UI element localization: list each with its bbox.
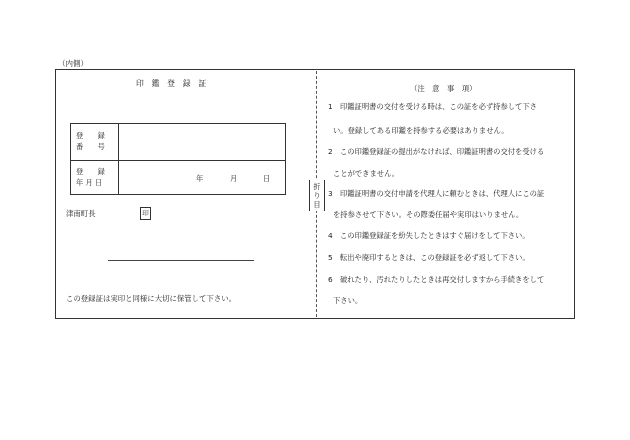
note-line: ことができません。 (333, 169, 400, 178)
year-label: 年 (196, 174, 204, 183)
label-line: 年 月 日 (76, 178, 103, 188)
seal-box: 印 (140, 207, 151, 220)
registration-number-label (76, 132, 116, 150)
fold-char: 目 (313, 200, 321, 209)
label-line: 登 録 (76, 131, 105, 140)
note-line: 2 この印鑑登録証の提出がなければ、印鑑証明書の交付を受ける (328, 147, 545, 156)
fold-char: 折 (313, 182, 321, 191)
note-line: 6 破れたり、汚れたりしたときは再交付しますから手続きをして (328, 275, 545, 284)
fold-label (309, 180, 325, 211)
note-line: 1 印鑑証明書の交付を受ける時は、この証を必ず持参して下さ (328, 102, 537, 111)
registration-table (70, 123, 286, 195)
signature-line (108, 260, 254, 261)
note-line: 下さい。 (333, 296, 363, 305)
note-line: い。登録してある印鑑を持参する必要はありません。 (333, 126, 509, 135)
fold-char: り (313, 191, 321, 200)
note-line: 5 転出や廃印するときは、この登録証を必ず返して下さい。 (328, 253, 530, 262)
keep-note: この登録証は実印と同様に大切に保管して下さい。 (66, 294, 236, 303)
card-title: 印 鑑 登 録 証 (136, 79, 207, 88)
month-label: 月 (230, 174, 238, 183)
registration-date-label (76, 168, 116, 186)
note-line: 3 印鑑証明書の交付申請を代理人に頼むときは、代理人にこの証 (328, 189, 545, 198)
note-line: を持参させて下さい。その際委任届や実印はいりません。 (333, 210, 524, 219)
note-line: 4 この印鑑登録証を紛失したときはすぐ届けをして下さい。 (328, 231, 530, 240)
day-label: 日 (263, 174, 271, 183)
notes-title: （注 意 事 項） (410, 84, 477, 93)
label-line: 番 号 (76, 142, 105, 152)
mayor-title: 津南町長 (66, 209, 96, 218)
label-line: 登 録 (76, 167, 105, 176)
inside-label: （内側） (58, 59, 88, 68)
